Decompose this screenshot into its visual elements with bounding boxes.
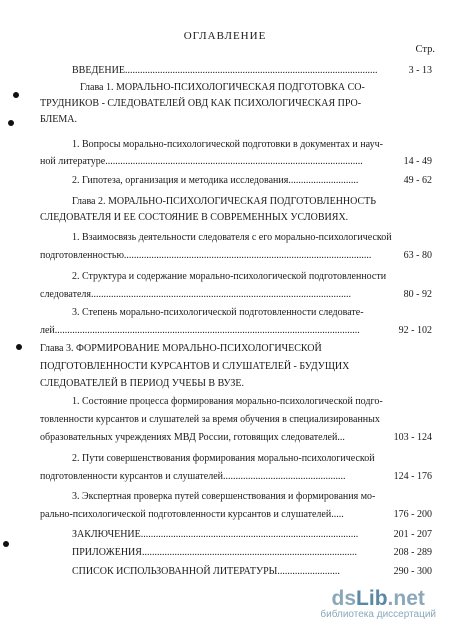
toc-entry	[40, 211, 348, 224]
toc-leader-dots: ...................................................................................................	[123, 250, 372, 261]
toc-leader-dots: ........................................................................................................	[91, 289, 351, 300]
toc-entry-text: ПРИЛОЖЕНИЯ	[72, 547, 142, 558]
toc-entry	[72, 64, 432, 77]
toc-entry-text: Глава 2. МОРАЛЬНО-ПСИХОЛОГИЧЕСКАЯ ПОДГОТОВЛЕННОСТЬ	[72, 196, 377, 207]
toc-page-range: 92 - 102	[398, 325, 432, 336]
watermark-logo: dsLib.net	[331, 587, 425, 610]
toc-entry	[72, 490, 375, 503]
toc-entry-text: 3. Экспертная проверка путей совершенствования и формирования мо-	[72, 491, 376, 502]
watermark-subtitle: библиотека диссертаций	[320, 609, 436, 620]
toc-leader-dots: .....................................................................................................	[124, 65, 378, 76]
toc-entry	[40, 413, 380, 426]
toc-entry-text: 2. Гипотеза, организация и методика исследования	[72, 175, 289, 186]
toc-entry	[40, 113, 77, 126]
toc-entry-text: подготовленности курсантов и слушателей	[40, 471, 224, 482]
page-column-label: Стр.	[415, 44, 435, 55]
toc-entry	[72, 565, 432, 578]
toc-entry-text: лей	[40, 325, 55, 336]
toc-entry-text: БЛЕМА.	[40, 114, 77, 125]
punch-hole-mark	[3, 541, 9, 547]
toc-entry-text: Глава 3. ФОРМИРОВАНИЕ МОРАЛЬНО-ПСИХОЛОГИЧЕСКОЙ	[40, 343, 322, 354]
toc-entry	[72, 395, 383, 408]
toc-entry	[40, 342, 322, 355]
toc-entry-text: СПИСОК ИСПОЛЬЗОВАННОЙ ЛИТЕРАТУРЫ	[72, 566, 278, 577]
toc-entry	[72, 195, 376, 208]
toc-entry	[40, 470, 432, 483]
toc-leader-dots: .................................................	[223, 471, 346, 482]
toc-entry-text: 1. Взаимосвязь деятельности следователя с его морально-психологической	[72, 232, 392, 243]
toc-page-range: 290 - 300	[393, 566, 432, 577]
toc-entry-text: подготовленностью	[40, 250, 124, 261]
toc-entry	[40, 324, 432, 337]
toc-leader-dots: .......................................................................................................	[105, 156, 363, 167]
toc-leader-dots: ............................	[288, 175, 359, 186]
toc-entry	[40, 377, 244, 390]
toc-entry	[40, 288, 432, 301]
toc-page-range: 63 - 80	[403, 250, 432, 261]
toc-entry	[72, 528, 432, 541]
toc-page-range: 176 - 200	[393, 509, 432, 520]
toc-page-range: 14 - 49	[403, 156, 432, 167]
toc-entry-text: 1. Вопросы морально-психологической подготовки в документах и науч-	[72, 139, 383, 150]
toc-entry	[72, 270, 386, 283]
toc-entry	[72, 452, 375, 465]
toc-entry-text: ЗАКЛЮЧЕНИЕ	[72, 529, 141, 540]
toc-page-range: 124 - 176	[393, 471, 432, 482]
toc-entry-text: 2. Пути совершенствования формирования морально-психологической	[72, 453, 375, 464]
toc-entry-text: товленности курсантов и слушателей за время обучения в специализированных	[40, 414, 380, 425]
page-title: ОГЛАВЛЕНИЕ	[183, 30, 267, 42]
toc-page-range: 80 - 92	[403, 289, 432, 300]
toc-page-range: 49 - 62	[403, 175, 432, 186]
toc-leader-dots: ..........................................................................................................................	[54, 325, 360, 336]
watermark	[320, 587, 436, 620]
toc-entry	[72, 546, 432, 559]
toc-entry	[40, 97, 361, 110]
toc-entry-text: образовательных учреждениях МВД России, готовящих следователей	[40, 432, 338, 443]
toc-entry	[40, 249, 432, 262]
toc-entry	[72, 174, 432, 187]
toc-entry-text: 3. Степень морально-психологической подготовленности следовате-	[72, 307, 364, 318]
toc-entry-text: рально-психологической подготовленности курсантов и слушателей	[40, 509, 332, 520]
toc-entry-text: Глава 1. МОРАЛЬНО-ПСИХОЛОГИЧЕСКАЯ ПОДГОТОВКА СО-	[80, 82, 365, 93]
toc-entry	[40, 155, 432, 168]
toc-leader-dots: .....	[331, 509, 344, 520]
toc-entry	[40, 508, 432, 521]
punch-hole-mark	[16, 344, 22, 350]
toc-entry-text: ной литературе	[40, 156, 106, 167]
punch-hole-mark	[8, 120, 14, 126]
toc-page-range: 103 - 124	[393, 432, 432, 443]
toc-entry	[72, 306, 364, 319]
toc-leader-dots: .........................	[277, 566, 340, 577]
toc-entry	[72, 231, 392, 244]
toc-entry-text: СЛЕДОВАТЕЛЯ И ЕЕ СОСТОЯНИЕ В СОВРЕМЕННЫХ УСЛОВИЯХ.	[40, 212, 349, 223]
toc-page-range: 3 - 13	[408, 65, 432, 76]
toc-entry-text: ПОДГОТОВЛЕННОСТИ КУРСАНТОВ И СЛУШАТЕЛЕЙ - БУДУЩИХ	[40, 361, 350, 372]
punch-hole-mark	[13, 92, 19, 98]
toc-entry-text: 2. Структура и содержание морально-психологической подготовленности	[72, 271, 387, 282]
toc-page-range: 208 - 289	[393, 547, 432, 558]
toc-leader-dots: ...	[337, 432, 345, 443]
toc-entry-text: СЛЕДОВАТЕЛЕЙ В ПЕРИОД УЧЕБЫ В ВУЗЕ.	[40, 378, 245, 389]
toc-entry	[40, 360, 349, 373]
toc-entry	[80, 81, 365, 94]
toc-leader-dots: .......................................................................................	[140, 529, 359, 540]
toc-entry	[72, 138, 383, 151]
toc-entry-text: ВВЕДЕНИЕ	[72, 65, 125, 76]
toc-entry-text: ТРУДНИКОВ - СЛЕДОВАТЕЛЕЙ ОВД КАК ПСИХОЛОГИЧЕСКАЯ ПРО-	[40, 98, 362, 109]
toc-entry-text: следователя	[40, 289, 91, 300]
toc-page-range: 201 - 207	[393, 529, 432, 540]
toc-entry	[40, 431, 432, 444]
toc-entry-text: 1. Состояние процесса формирования морально-психологической подго-	[72, 396, 383, 407]
toc-leader-dots: ......................................................................................	[141, 547, 357, 558]
